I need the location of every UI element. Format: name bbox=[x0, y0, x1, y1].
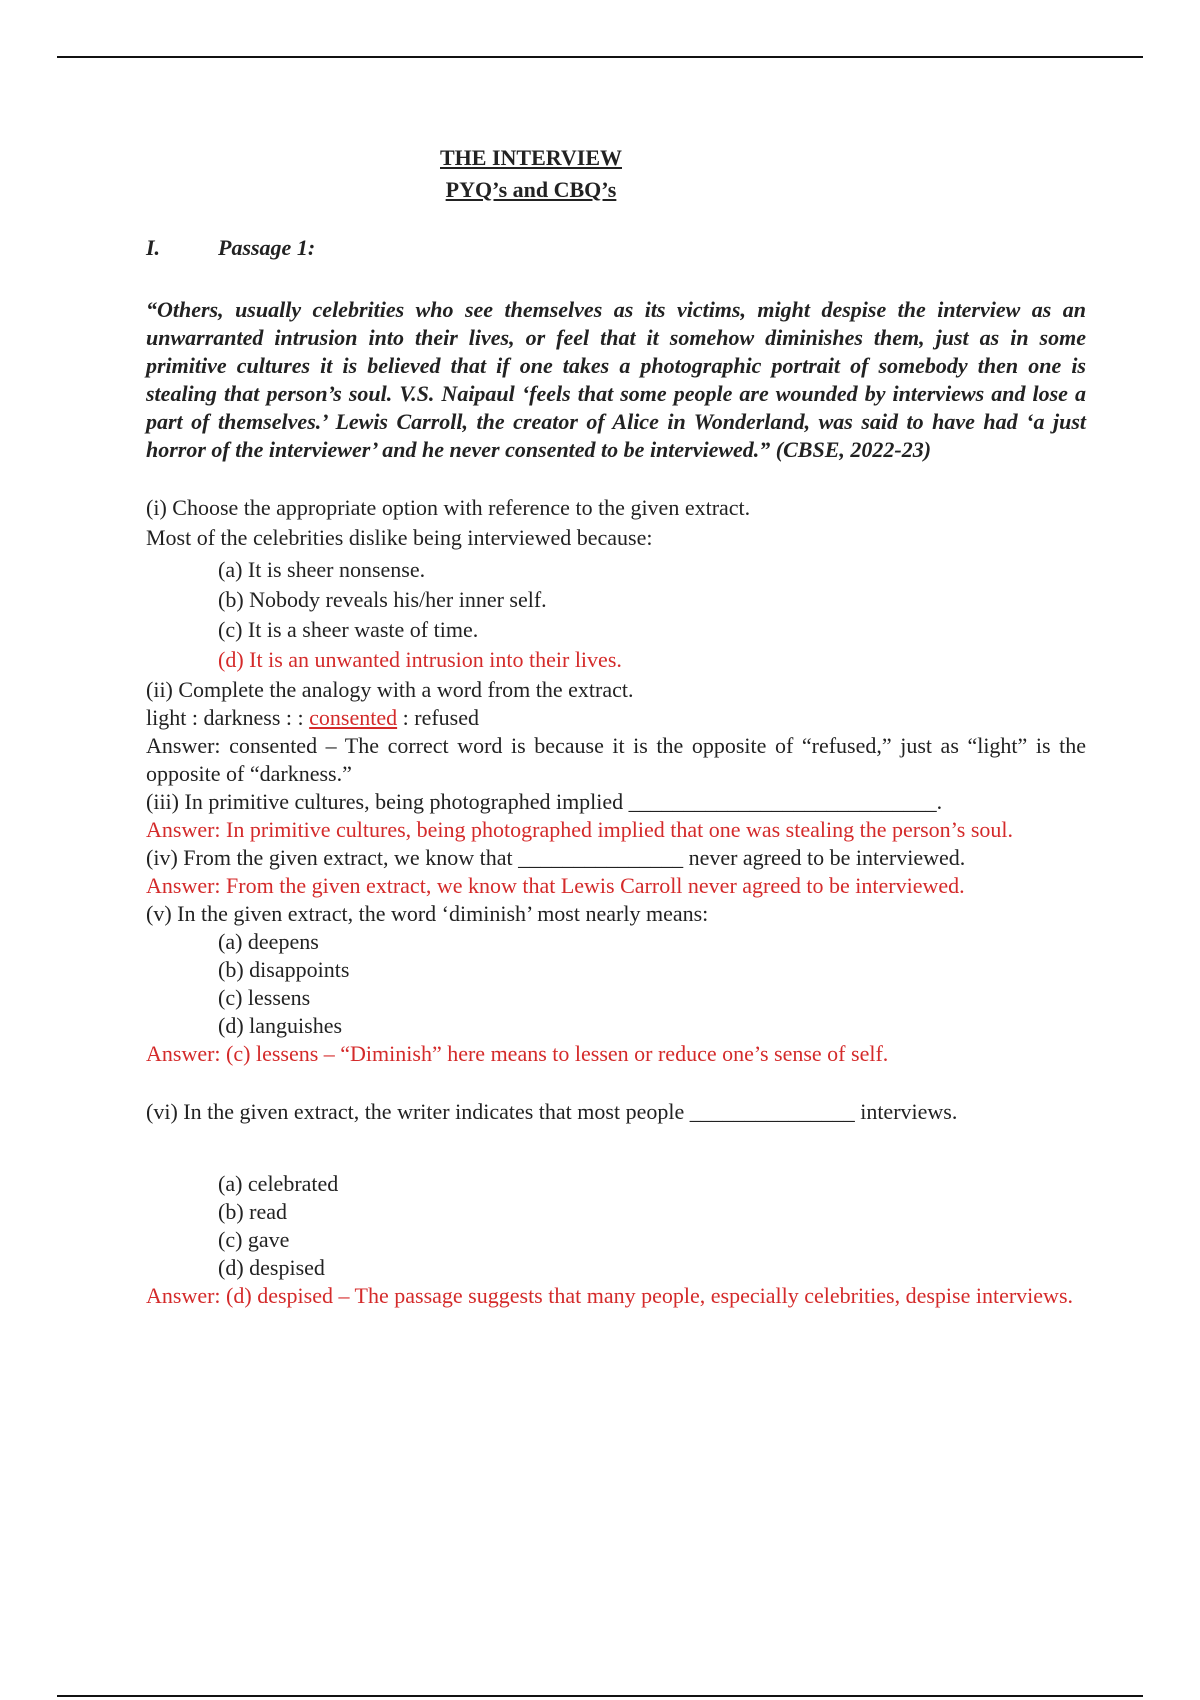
top-rule bbox=[57, 56, 1143, 58]
question-4-answer: Answer: From the given extract, we know that Lewis Carroll never agreed to be interviewed. bbox=[146, 873, 965, 898]
question-2-prompt: (ii) Complete the analogy with a word from the extract. bbox=[146, 677, 634, 702]
question-6-answer: Answer: (d) despised – The passage suggests that many people, especially celebrities, despise interviews. bbox=[146, 1283, 1074, 1308]
question-4-prompt: (iv) From the given extract, we know that _______________ never agreed to be interviewed. bbox=[146, 845, 966, 870]
page-subtitle: PYQ’s and CBQ’s bbox=[445, 177, 617, 202]
analogy-right: : refused bbox=[397, 705, 479, 730]
question-3-answer: Answer: In primitive cultures, being photographed implied that one was stealing the person’s soul. bbox=[146, 817, 1013, 842]
passage-text: “Others, usually celebrities who see themselves as its victims, might despise the interview as an unwarranted intrusion into their lives, or feel that it somehow diminishes them, just as in some primitive cultures it is believed that if one takes a photographic portrait of somebody then one is stealing that person’s soul. V.S. Naipaul ‘feels that some people are wounded by interviews and lose a part of themselves.’ Lewis Carroll, the creator of Alice in Wonderland, was said to have had ‘a just horror of the interviewer’ and he never consented to be interviewed.” (CBSE, 2022-23) bbox=[146, 297, 1086, 462]
question-1-option-d-answer: (d) It is an unwanted intrusion into their lives. bbox=[218, 647, 622, 672]
analogy-answer-word: consented bbox=[309, 705, 398, 730]
question-1-option-a: (a) It is sheer nonsense. bbox=[218, 557, 426, 582]
analogy-left: light : darkness : : bbox=[146, 705, 310, 730]
question-5-option-b: (b) disappoints bbox=[218, 957, 350, 982]
question-1-option-b: (b) Nobody reveals his/her inner self. bbox=[218, 587, 547, 612]
section-heading bbox=[146, 234, 1086, 262]
question-5-option-c: (c) lessens bbox=[218, 985, 311, 1010]
question-6-option-b: (b) read bbox=[218, 1199, 288, 1224]
question-5-answer: Answer: (c) lessens – “Diminish” here means to lessen or reduce one’s sense of self. bbox=[146, 1041, 889, 1066]
question-2-analogy bbox=[146, 704, 1086, 732]
question-5-prompt: (v) In the given extract, the word ‘diminish’ most nearly means: bbox=[146, 901, 709, 926]
question-6-prompt: (vi) In the given extract, the writer indicates that most people _______________ interviews. bbox=[146, 1099, 958, 1124]
question-3-prompt: (iii) In primitive cultures, being photographed implied ____________________________. bbox=[146, 789, 943, 814]
question-5-option-a: (a) deepens bbox=[218, 929, 319, 954]
section-title: Passage 1: bbox=[218, 235, 316, 260]
question-6-option-c: (c) gave bbox=[218, 1227, 290, 1252]
question-6-option-a: (a) celebrated bbox=[218, 1171, 339, 1196]
question-2-answer: Answer: consented – The correct word is because it is the opposite of “refused,” just as “light” is the opposite of “darkness.” bbox=[146, 733, 1086, 786]
question-5-option-d: (d) languishes bbox=[218, 1013, 343, 1038]
question-1-stem: Most of the celebrities dislike being interviewed because: bbox=[146, 525, 653, 550]
question-1-prompt: (i) Choose the appropriate option with reference to the given extract. bbox=[146, 495, 751, 520]
bottom-rule bbox=[57, 1695, 1143, 1697]
title-block bbox=[146, 142, 916, 206]
question-6-option-d: (d) despised bbox=[218, 1255, 325, 1280]
page-title: THE INTERVIEW bbox=[440, 145, 622, 170]
question-1-option-c: (c) It is a sheer waste of time. bbox=[218, 617, 479, 642]
document-body bbox=[146, 142, 1086, 1310]
section-number: I. bbox=[146, 235, 161, 260]
